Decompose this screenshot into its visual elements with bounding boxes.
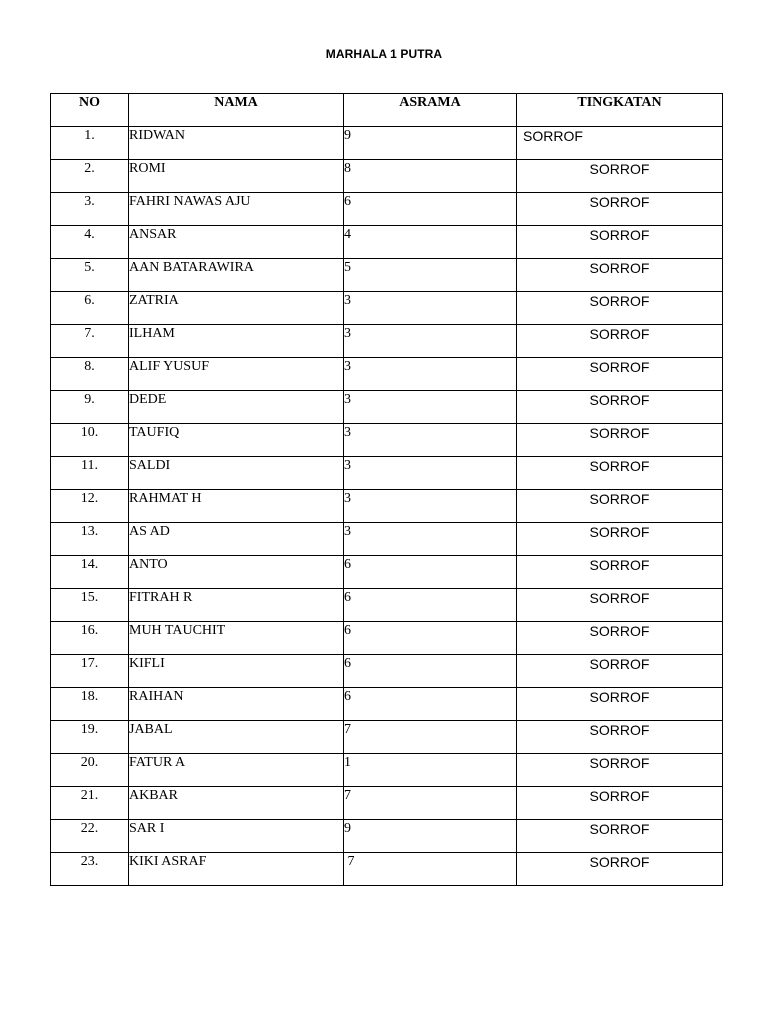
table-row bbox=[51, 787, 723, 820]
cell-tingkatan: SORROF bbox=[517, 457, 723, 490]
table-row bbox=[51, 853, 723, 886]
table-row bbox=[51, 523, 723, 556]
cell-asrama: 6 bbox=[344, 655, 517, 688]
cell-tingkatan: SORROF bbox=[517, 721, 723, 754]
table-row bbox=[51, 424, 723, 457]
cell-nama: ALIF YUSUF bbox=[129, 358, 344, 391]
cell-nama: FITRAH R bbox=[129, 589, 344, 622]
cell-nama: RIDWAN bbox=[129, 127, 344, 160]
table-row bbox=[51, 127, 723, 160]
cell-asrama: 6 bbox=[344, 193, 517, 226]
table-row bbox=[51, 457, 723, 490]
cell-asrama: 7 bbox=[344, 787, 517, 820]
cell-tingkatan: SORROF bbox=[517, 622, 723, 655]
document-title: MARHALA 1 PUTRA bbox=[325, 47, 443, 61]
cell-nama: SAR I bbox=[129, 820, 344, 853]
cell-no: 8. bbox=[51, 358, 129, 391]
student-table bbox=[50, 93, 723, 886]
cell-asrama: 4 bbox=[344, 226, 517, 259]
cell-nama: MUH TAUCHIT bbox=[129, 622, 344, 655]
cell-tingkatan: SORROF bbox=[517, 589, 723, 622]
cell-no: 17. bbox=[51, 655, 129, 688]
cell-nama: RAIHAN bbox=[129, 688, 344, 721]
cell-asrama: 3 bbox=[344, 325, 517, 358]
cell-nama: FATUR A bbox=[129, 754, 344, 787]
cell-asrama: 6 bbox=[344, 622, 517, 655]
column-header-asrama: ASRAMA bbox=[344, 94, 517, 127]
cell-nama: ZATRIA bbox=[129, 292, 344, 325]
cell-tingkatan: SORROF bbox=[517, 358, 723, 391]
table-row bbox=[51, 655, 723, 688]
cell-tingkatan: SORROF bbox=[517, 655, 723, 688]
cell-nama: DEDE bbox=[129, 391, 344, 424]
cell-tingkatan: SORROF bbox=[517, 754, 723, 787]
cell-no: 11. bbox=[51, 457, 129, 490]
cell-asrama: 3 bbox=[344, 490, 517, 523]
cell-asrama: 9 bbox=[344, 820, 517, 853]
cell-no: 21. bbox=[51, 787, 129, 820]
cell-asrama: 6 bbox=[344, 688, 517, 721]
cell-tingkatan: SORROF bbox=[517, 820, 723, 853]
column-header-tingkatan: TINGKATAN bbox=[517, 94, 723, 127]
table-row bbox=[51, 325, 723, 358]
cell-no: 2. bbox=[51, 160, 129, 193]
table-row bbox=[51, 259, 723, 292]
cell-nama: JABAL bbox=[129, 721, 344, 754]
table-row bbox=[51, 490, 723, 523]
cell-no: 9. bbox=[51, 391, 129, 424]
cell-tingkatan: SORROF bbox=[517, 523, 723, 556]
cell-asrama: 3 bbox=[344, 358, 517, 391]
cell-tingkatan: SORROF bbox=[517, 688, 723, 721]
cell-no: 22. bbox=[51, 820, 129, 853]
cell-tingkatan: SORROF bbox=[517, 259, 723, 292]
cell-nama: ILHAM bbox=[129, 325, 344, 358]
table-row bbox=[51, 160, 723, 193]
cell-asrama: 3 bbox=[344, 457, 517, 490]
cell-no: 6. bbox=[51, 292, 129, 325]
cell-no: 23. bbox=[51, 853, 129, 886]
cell-nama: FAHRI NAWAS AJU bbox=[129, 193, 344, 226]
header-row bbox=[51, 94, 723, 127]
cell-no: 7. bbox=[51, 325, 129, 358]
cell-nama: SALDI bbox=[129, 457, 344, 490]
cell-nama: AKBAR bbox=[129, 787, 344, 820]
table-row bbox=[51, 391, 723, 424]
cell-no: 3. bbox=[51, 193, 129, 226]
table-row bbox=[51, 589, 723, 622]
cell-no: 14. bbox=[51, 556, 129, 589]
cell-tingkatan: SORROF bbox=[517, 160, 723, 193]
table-row bbox=[51, 820, 723, 853]
cell-asrama: 5 bbox=[344, 259, 517, 292]
table-row bbox=[51, 721, 723, 754]
cell-no: 18. bbox=[51, 688, 129, 721]
cell-tingkatan: SORROF bbox=[517, 193, 723, 226]
cell-tingkatan: SORROF bbox=[517, 787, 723, 820]
cell-tingkatan: SORROF bbox=[517, 490, 723, 523]
cell-nama: AAN BATARAWIRA bbox=[129, 259, 344, 292]
cell-tingkatan: SORROF bbox=[517, 226, 723, 259]
table-row bbox=[51, 292, 723, 325]
cell-no: 19. bbox=[51, 721, 129, 754]
cell-tingkatan: SORROF bbox=[517, 391, 723, 424]
cell-tingkatan: SORROF bbox=[517, 292, 723, 325]
cell-asrama: 1 bbox=[344, 754, 517, 787]
cell-tingkatan: SORROF bbox=[517, 127, 723, 160]
cell-no: 20. bbox=[51, 754, 129, 787]
table-row bbox=[51, 622, 723, 655]
table-header bbox=[51, 94, 723, 127]
table-row bbox=[51, 226, 723, 259]
cell-asrama: 7 bbox=[344, 721, 517, 754]
cell-nama: RAHMAT H bbox=[129, 490, 344, 523]
cell-nama: KIKI ASRAF bbox=[129, 853, 344, 886]
cell-asrama: 3 bbox=[344, 292, 517, 325]
cell-no: 5. bbox=[51, 259, 129, 292]
cell-no: 4. bbox=[51, 226, 129, 259]
column-header-nama: NAMA bbox=[129, 94, 344, 127]
cell-no: 12. bbox=[51, 490, 129, 523]
cell-no: 13. bbox=[51, 523, 129, 556]
table-body bbox=[51, 127, 723, 886]
cell-asrama: 6 bbox=[344, 556, 517, 589]
cell-nama: AS AD bbox=[129, 523, 344, 556]
table-row bbox=[51, 193, 723, 226]
cell-nama: TAUFIQ bbox=[129, 424, 344, 457]
cell-tingkatan: SORROF bbox=[517, 325, 723, 358]
table-row bbox=[51, 754, 723, 787]
cell-asrama: 6 bbox=[344, 589, 517, 622]
column-header-no: NO bbox=[51, 94, 129, 127]
cell-asrama: 7 bbox=[344, 853, 517, 886]
cell-no: 15. bbox=[51, 589, 129, 622]
table-row bbox=[51, 556, 723, 589]
cell-no: 10. bbox=[51, 424, 129, 457]
cell-asrama: 8 bbox=[344, 160, 517, 193]
cell-tingkatan: SORROF bbox=[517, 556, 723, 589]
cell-asrama: 3 bbox=[344, 424, 517, 457]
cell-no: 1. bbox=[51, 127, 129, 160]
table-row bbox=[51, 688, 723, 721]
table-row bbox=[51, 358, 723, 391]
cell-tingkatan: SORROF bbox=[517, 424, 723, 457]
cell-asrama: 3 bbox=[344, 391, 517, 424]
cell-asrama: 3 bbox=[344, 523, 517, 556]
cell-asrama: 9 bbox=[344, 127, 517, 160]
cell-tingkatan: SORROF bbox=[517, 853, 723, 886]
cell-no: 16. bbox=[51, 622, 129, 655]
cell-nama: ANTO bbox=[129, 556, 344, 589]
cell-nama: KIFLI bbox=[129, 655, 344, 688]
cell-nama: ROMI bbox=[129, 160, 344, 193]
cell-nama: ANSAR bbox=[129, 226, 344, 259]
